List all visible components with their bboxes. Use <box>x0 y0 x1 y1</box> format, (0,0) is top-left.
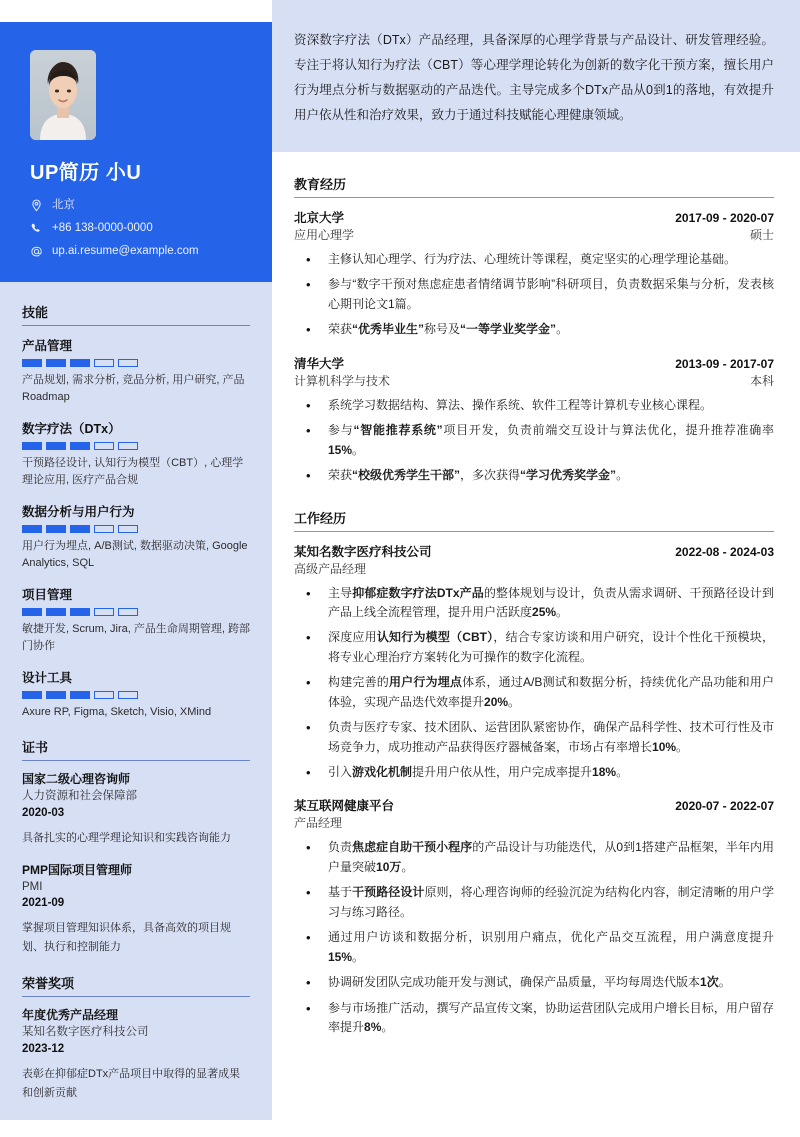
credential-name: 国家二级心理咨询师 <box>22 772 131 787</box>
education-list <box>294 208 774 486</box>
work-entry-header <box>294 542 774 560</box>
education-bullet: • 荣获“优秀毕业生”称号及“一等学业奖学金”。 <box>294 320 774 339</box>
skill-level-segment <box>22 608 42 616</box>
degree: 硕士 <box>749 228 774 242</box>
contact-location <box>30 199 250 213</box>
sidebar-section-title-awards: 荣誉奖项 <box>22 973 250 997</box>
education-entry-subheader <box>294 226 774 243</box>
section-title-education: 教育经历 <box>294 174 774 198</box>
education-bullet: • 系统学习数据结构、算法、操作系统、软件工程等计算机专业核心课程。 <box>294 396 774 415</box>
work-date: 2020-07 - 2022-07 <box>675 799 774 814</box>
contact-phone-value: +86 138-0000-0000 <box>52 221 153 234</box>
credential-item <box>22 771 250 847</box>
skill-level-bar <box>22 525 250 533</box>
education-bullets <box>294 396 774 486</box>
school-name: 北京大学 <box>294 211 345 225</box>
skill-level-segment <box>94 359 114 367</box>
skill-level-segment <box>22 525 42 533</box>
education-entry <box>294 208 774 340</box>
skill-level-segment <box>118 608 138 616</box>
credential-desc: 表彰在抑郁症DTx产品项目中取得的显著成果和创新贡献 <box>22 1067 241 1099</box>
skill-level-segment <box>70 608 90 616</box>
education-entry-header <box>294 354 774 372</box>
skill-name: 项目管理 <box>22 588 73 603</box>
skill-detail: Axure RP, Figma, Sketch, Visio, XMind <box>22 706 212 719</box>
avatar <box>30 50 96 140</box>
work-bullet: • 深度应用认知行为模型（CBT），结合专家访谈和用户研究，设计个性化干预模块，将专业心理治疗方案转化为可操作的数字化流程。 <box>294 628 774 667</box>
skill-name: 产品管理 <box>22 339 73 353</box>
major: 应用心理学 <box>294 228 355 242</box>
work-bullets <box>294 584 774 783</box>
education-bullet: • 主修认知心理学、行为疗法、心理统计等课程，奠定坚实的心理学理论基础。 <box>294 250 774 269</box>
skill-item <box>22 336 250 406</box>
summary-panel: 资深数字疗法（DTx）产品经理，具备深厚的心理学背景与产品设计、研发管理经验。专注于将认知行为疗法（CBT）等心理学理论转化为创新的数字化干预方案，擅长用户行为埋点分析与数据驱动的产品迭代。主导完成多个DTx产品从0到1的落地，有效提升用户依从性和治疗效果，致力于通过科技赋能心理健康领域。 <box>272 0 800 152</box>
work-bullet: • 负责与医疗专家、技术团队、运营团队紧密协作，确保产品科学性、技术可行性及市场竞争力，成功推动产品获得医疗器械备案，市场占有率增长10%。 <box>294 718 774 757</box>
work-bullet: • 通过用户访谈和数据分析，识别用户痛点，优化产品交互流程，用户满意度提升15%。 <box>294 928 774 967</box>
education-entry-subheader <box>294 372 774 389</box>
section-title-work: 工作经历 <box>294 508 774 532</box>
certificates-list <box>22 771 250 957</box>
education-bullet: • 参与“数字干预对焦虑症患者情绪调节影响”科研项目，负责数据采集与分析，发表核心期刊论文1篇。 <box>294 275 774 314</box>
credential-org: 人力资源和社会保障部 <box>22 790 137 803</box>
credential-item <box>22 1007 250 1103</box>
work-bullet: • 主导抑郁症数字疗法DTx产品的整体规划与设计，负责从需求调研、干预路径设计到产品上线全流程管理，提升用户活跃度25%。 <box>294 584 774 623</box>
work-bullet: • 引入游戏化机制提升用户依从性，用户完成率提升18%。 <box>294 763 774 782</box>
sidebar-header <box>0 22 272 282</box>
skill-name: 设计工具 <box>22 671 73 686</box>
at-email-icon <box>30 245 43 258</box>
main-body <box>272 152 800 1037</box>
education-date: 2017-09 - 2020-07 <box>675 211 774 225</box>
work-list <box>294 542 774 1038</box>
credential-org: PMI <box>22 880 43 893</box>
work-entry <box>294 542 774 783</box>
school-name: 清华大学 <box>294 356 345 371</box>
job-title: 产品经理 <box>294 816 343 831</box>
skill-level-segment <box>70 442 90 450</box>
awards-list <box>22 1007 250 1103</box>
skill-level-segment <box>46 359 66 367</box>
contact-location-value: 北京 <box>52 199 75 211</box>
skill-level-segment <box>118 691 138 699</box>
skill-level-segment <box>22 691 42 699</box>
skill-level-segment <box>94 691 114 699</box>
credential-date: 2020-03 <box>22 806 65 819</box>
skill-level-bar <box>22 691 250 699</box>
person-name: UP简历 小U <box>30 162 142 184</box>
credential-org: 某知名数字医疗科技公司 <box>22 1026 149 1039</box>
work-bullet: • 负责焦虑症自助干预小程序的产品设计与功能迭代，从0到1搭建产品框架，半年内用户量突破10万。 <box>294 838 774 877</box>
credential-name: 年度优秀产品经理 <box>22 1008 119 1023</box>
contact-email <box>30 245 250 259</box>
job-title: 高级产品经理 <box>294 561 367 576</box>
skill-level-segment <box>70 525 90 533</box>
skill-level-segment <box>94 608 114 616</box>
contact-phone <box>30 222 250 236</box>
contact-list <box>30 199 250 258</box>
work-bullet: • 构建完善的用户行为埋点体系，通过A/B测试和数据分析，持续优化产品功能和用户体验，实现产品迭代效率提升20%。 <box>294 673 774 712</box>
skills-list <box>22 336 250 721</box>
skill-level-bar <box>22 442 250 450</box>
skill-level-segment <box>94 525 114 533</box>
credential-date: 2021-09 <box>22 897 65 910</box>
skill-level-segment <box>94 442 114 450</box>
sidebar <box>0 22 272 1120</box>
education-date: 2013-09 - 2017-07 <box>675 356 774 371</box>
work-entry-subheader <box>294 560 774 577</box>
skill-name: 数字疗法（DTx） <box>22 422 121 437</box>
education-bullet: • 荣获“校级优秀学生干部”，多次获得“学习优秀奖学金”。 <box>294 466 774 485</box>
work-bullets <box>294 838 774 1037</box>
skill-level-segment <box>22 359 42 367</box>
skill-detail: 产品规划, 需求分析, 竞品分析, 用户研究, 产品Roadmap <box>22 374 245 404</box>
location-pin-icon <box>30 199 43 212</box>
skill-item <box>22 585 250 655</box>
skill-level-segment <box>46 608 66 616</box>
main-content <box>272 0 800 1130</box>
contact-email-value: up.ai.resume@example.com <box>52 244 199 257</box>
education-entry-header <box>294 208 774 226</box>
skill-detail: 用户行为埋点, A/B测试, 数据驱动决策, Google Analytics, SQL <box>22 540 248 570</box>
work-entry <box>294 796 774 1037</box>
work-date: 2022-08 - 2024-03 <box>675 544 774 559</box>
sidebar-section-title-skills: 技能 <box>22 302 250 326</box>
company-name: 某知名数字医疗科技公司 <box>294 544 432 559</box>
skill-level-segment <box>46 691 66 699</box>
degree: 本科 <box>749 373 774 388</box>
education-bullet: • 参与“智能推荐系统”项目开发，负责前端交互设计与算法优化，提升推荐准确率15%。 <box>294 421 774 460</box>
skill-name: 数据分析与用户行为 <box>22 505 135 520</box>
sidebar-section-title-certs: 证书 <box>22 737 250 761</box>
work-entry-subheader <box>294 814 774 831</box>
work-entry-header <box>294 796 774 814</box>
skill-item <box>22 502 250 572</box>
skill-level-segment <box>70 359 90 367</box>
work-bullet: • 基于干预路径设计原则，将心理咨询师的经验沉淀为结构化内容，制定清晰的用户学习与练习路径。 <box>294 883 774 922</box>
skill-level-segment <box>118 525 138 533</box>
skill-item <box>22 668 250 721</box>
phone-icon <box>30 222 43 235</box>
skill-level-bar <box>22 608 250 616</box>
skill-level-segment <box>70 691 90 699</box>
credential-desc: 掌握项目管理知识体系，具备高效的项目规划、执行和控制能力 <box>22 921 231 954</box>
credential-desc: 具备扎实的心理学理论知识和实践咨询能力 <box>22 831 231 844</box>
major: 计算机科学与技术 <box>294 373 391 388</box>
credential-name: PMP国际项目管理师 <box>22 862 133 877</box>
skill-level-segment <box>46 525 66 533</box>
credential-date: 2023-12 <box>22 1042 65 1055</box>
skill-detail: 敏捷开发, Scrum, Jira, 产品生命周期管理, 跨部门协作 <box>22 623 250 653</box>
sidebar-body <box>0 282 272 1137</box>
skill-level-bar <box>22 359 250 367</box>
work-bullet: • 参与市场推广活动，撰写产品宣传文案，协助运营团队完成用户增长目标，用户留存率提升8%。 <box>294 999 774 1038</box>
education-bullets <box>294 250 774 340</box>
credential-item <box>22 862 250 958</box>
company-name: 某互联网健康平台 <box>294 799 395 814</box>
skill-level-segment <box>46 442 66 450</box>
education-entry <box>294 354 774 486</box>
work-bullet: • 协调研发团队完成功能开发与测试，确保产品质量，平均每周迭代版本1次。 <box>294 973 774 992</box>
skill-level-segment <box>118 359 138 367</box>
skill-item <box>22 419 250 489</box>
skill-level-segment <box>118 442 138 450</box>
skill-detail: 干预路径设计, 认知行为模型（CBT）, 心理学理论应用, 医疗产品合规 <box>22 457 244 487</box>
skill-level-segment <box>22 442 42 450</box>
